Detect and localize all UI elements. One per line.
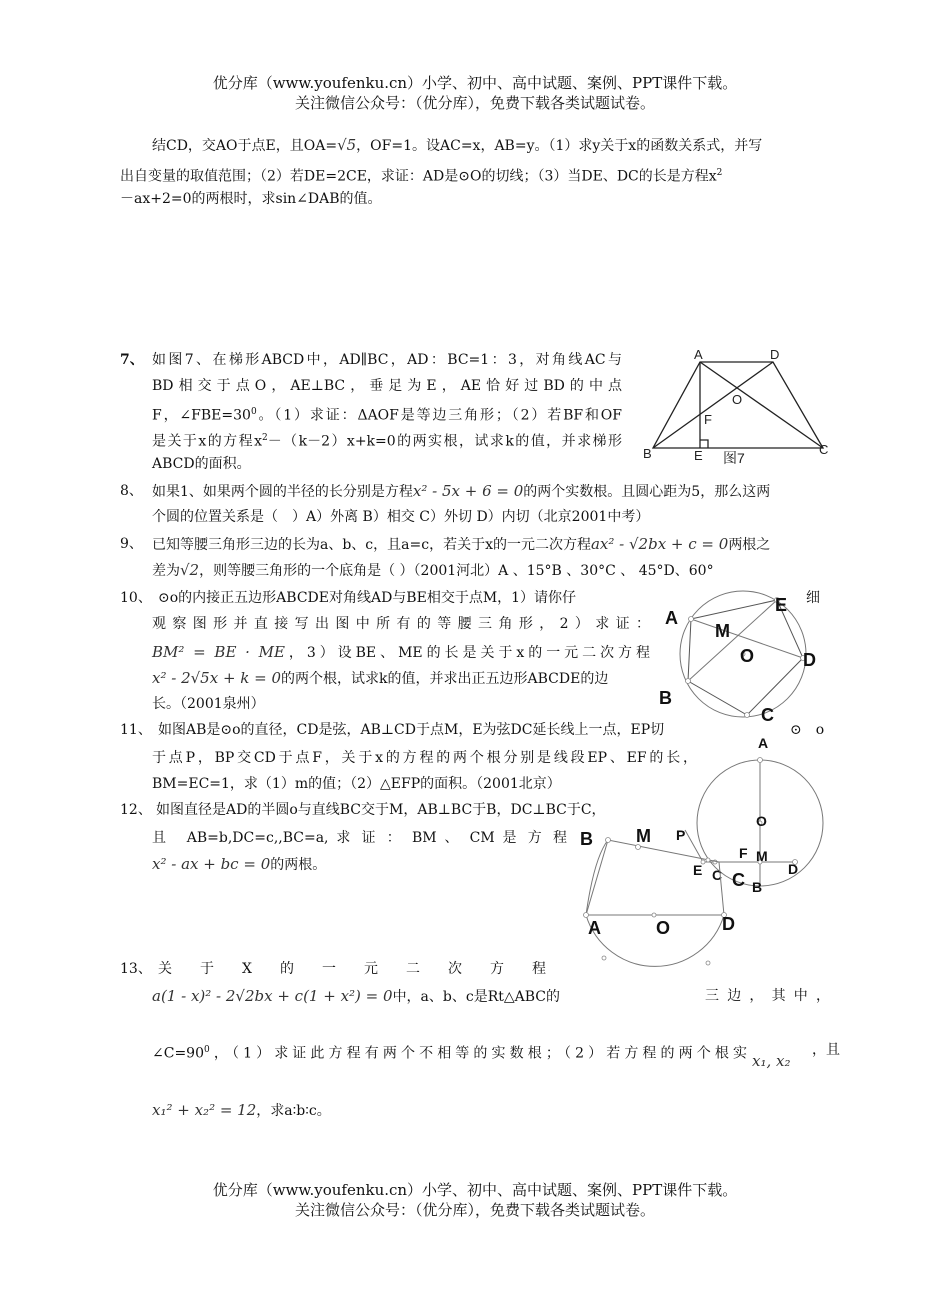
fig10-label-d: D [803,650,816,670]
p8-number: 8、 [120,483,143,499]
diagonal-ac [700,362,823,448]
fig11-label-o: O [756,813,767,829]
header-line-2: 关注微信公众号：（优分库），免费下载各类试题试卷。 [294,94,655,112]
fig10-label-e: E [775,595,788,615]
p13-equation: a(1 - x)² - 2√2bx + c(1 + x²) = 0 [152,987,393,1005]
fig10-label-o: O [740,646,755,666]
p12-equation: x² - ax + bc = 0 [152,855,271,873]
p8-equation: x² - 5x + 6 = 0 [412,482,524,500]
sqrt5-math: √5 [337,136,357,154]
footer-line-1: 优分库（www.youfenku.cn）小学、初中、高中试题、案例、PPT课件下载。 [212,1181,738,1199]
p11-line-2: 于点P，BP交CD于点F，关于x的方程的两个根分别是线段EP、EF的长， [152,750,697,766]
fig10-label-c: C [761,705,774,725]
p10-line-2: 观察图形并直接写出图中所有的等腰三角形，2）求证： [152,616,650,632]
right-angle-mark [700,440,708,448]
p9-sqrt2: √2 [180,561,200,579]
p12-line-1: 如图直径是AD的半圆o与直线BC交于M，AB⊥BC于B，DC⊥BC于C， [156,802,606,818]
p7-line-2: BD相交于点O，AE⊥BC，垂足为E，AE恰好过BD的中点 [152,378,622,394]
p7-line-3: F，$\angle FBE=30^0$。（1）求证：ΔAOF是等边三角形；（2）若BF和OF [152,407,622,424]
p6-line-2: 出自变量的取值范围；（2）若DE=2CE，求证：AD是⊙O的切线；（3）当DE、DC的长是方程$x^2$ [120,168,723,185]
fig7-label-d: D [770,347,780,362]
fig12-label-m: M [636,826,651,846]
fig12-label-c: C [732,870,745,890]
figure-10-pentagon [655,584,830,724]
p13-number: 13、 [120,961,152,977]
p12-line-3: x² - ax + bc = 0的两根。 [152,855,327,873]
p6-line-1: 结CD，交AO于点E，且OA=√5，OF=1。设AC=x，AB=y。（1）求y关于x的函数关系式，并写 [152,136,763,154]
p13-line-3-end: ，且 [812,1042,840,1058]
p11-line-3: BM=EC=1，求（1）m的值；（2）△EFP的面积。（2001北京） [152,776,561,792]
p13-line-1: 关 于 X 的 一 元 二 次 方 程 [158,961,546,977]
p7-line-5: ABCD的面积。 [152,456,251,472]
p11-line-1-end: ⊙ o [790,722,825,738]
p9-equation: ax² - √2bx + c = 0 [590,535,729,553]
fig11-label-m: M [756,848,768,864]
p10-number: 10、 [120,590,152,606]
p8-line-2: 个圆的位置关系是（ ）A）外离 B）相交 C）外切 D）内切（北京2001中考） [152,509,650,525]
p10-line-3: BM² = BE · ME，3）设BE、ME的长是关于x的一元二次方程 [152,643,650,661]
p10-line-1-end: 细 [806,590,820,606]
fig7-label-e: E [694,448,703,463]
fig11-label-d: D [788,861,799,877]
p9-line-2: 差为√2，则等腰三角形的一个底角是（ ）（2001河北）A 、15°B 、30°C 、 45°D、60° [152,561,714,579]
p13-line-2: a(1 - x)² - 2√2bx + c(1 + x²) = 0中，a、b、c是Rt△ABC的 [152,987,561,1005]
p9-line-1: 已知等腰三角形三边的长为a、b、c，且a=c，若关于x的一元二次方程ax² - √2bx + c = 0两根之 [152,535,771,553]
footer-line-2: 关注微信公众号：（优分库），免费下载各类试题试卷。 [294,1201,655,1219]
diagonal-bd [653,362,773,448]
p10-line-4: x² - 2√5x + k = 0的两个根，试求k的值，并求出正五边形ABCDE的边 [152,669,609,687]
p13-condition: x₁² + x₂² = 12 [152,1101,257,1119]
fig7-label-o: O [732,392,743,407]
p10-equation-1: BM² = BE · ME [152,643,285,661]
p12-number: 12、 [120,802,152,818]
fig7-label-c: C [819,442,829,457]
fig11-label-e: E [693,862,703,878]
p11-number: 11、 [120,722,152,738]
fig12-label-a: A [588,918,601,938]
fig11-label-b: B [752,879,763,895]
figure-12-semicircle [574,818,745,978]
line-ab [586,840,608,915]
fig11-label-f: F [739,845,748,861]
p13-line-2-end: 三边，其中， [705,988,830,1004]
p10-equation-2: x² - 2√5x + k = 0 [152,669,282,687]
fig7-caption: 图7 [723,450,745,466]
figure-7-trapezoid [640,348,835,473]
fig7-label-a: A [694,347,703,362]
fig11-label-a: A [758,735,769,751]
fig10-label-m: M [715,621,730,641]
p10-line-1: ⊙o的内接正五边形ABCDE对角线AD与BE相交于点M，1）请你仔 [158,590,577,606]
line-dc [719,862,724,915]
p13-roots-math: x₁, x₂ [752,1052,791,1070]
p7-number: 7、 [120,352,144,368]
fig12-label-b: B [580,829,593,849]
p13-roots [752,1048,790,1075]
header-line-1: 优分库（www.youfenku.cn）小学、初中、高中试题、案例、PPT课件下载。 [212,74,738,92]
p6-line-3: －ax+2=0的两根时，求sin∠DAB的值。 [120,191,382,207]
p13-line-3: $\angle C=90^0$，（1）求证此方程有两个不相等的实数根；（2）若方程的两个根实 [152,1045,747,1062]
diagonal-be [688,600,777,681]
p12-line-2: 且 AB=b,DC=c,,BC=a, 求 证 ： BM 、 CM 是 方 程 [152,830,567,846]
fig11-label-c: C [712,867,723,883]
fig7-label-f: F [704,412,712,427]
fig12-label-o: O [656,918,671,938]
fig7-label-b: B [643,446,652,461]
fig10-label-b: B [659,688,672,708]
fig10-label-a: A [665,608,678,628]
p10-line-5: 长。（2001泉州） [152,696,265,712]
p11-line-1: 如图AB是⊙o的直径，CD是弦，AB⊥CD于点M，E为弦DC延长线上一点，EP切 [158,722,665,738]
p9-number: 9、 [120,536,143,552]
line-bc [608,840,719,862]
p13-line-4: x₁² + x₂² = 12，求a∶b∶c。 [152,1101,331,1119]
p7-line-1: 如图7、在梯形ABCD中，AD∥BC，AD：BC=1：3，对角线AC与 [152,352,622,368]
p8-line-1: 如果1、如果两个圆的半径的长分别是方程x² - 5x + 6 = 0的两个实数根。且圆心距为5，那么这两 [152,482,771,500]
fig11-label-p: P [676,827,686,843]
fig12-label-d: D [722,914,735,934]
p7-line-4: 是关于x的方程$x^2-(k-2)x+k=0$的两实根，试求k的值，并求梯形 [152,433,622,450]
